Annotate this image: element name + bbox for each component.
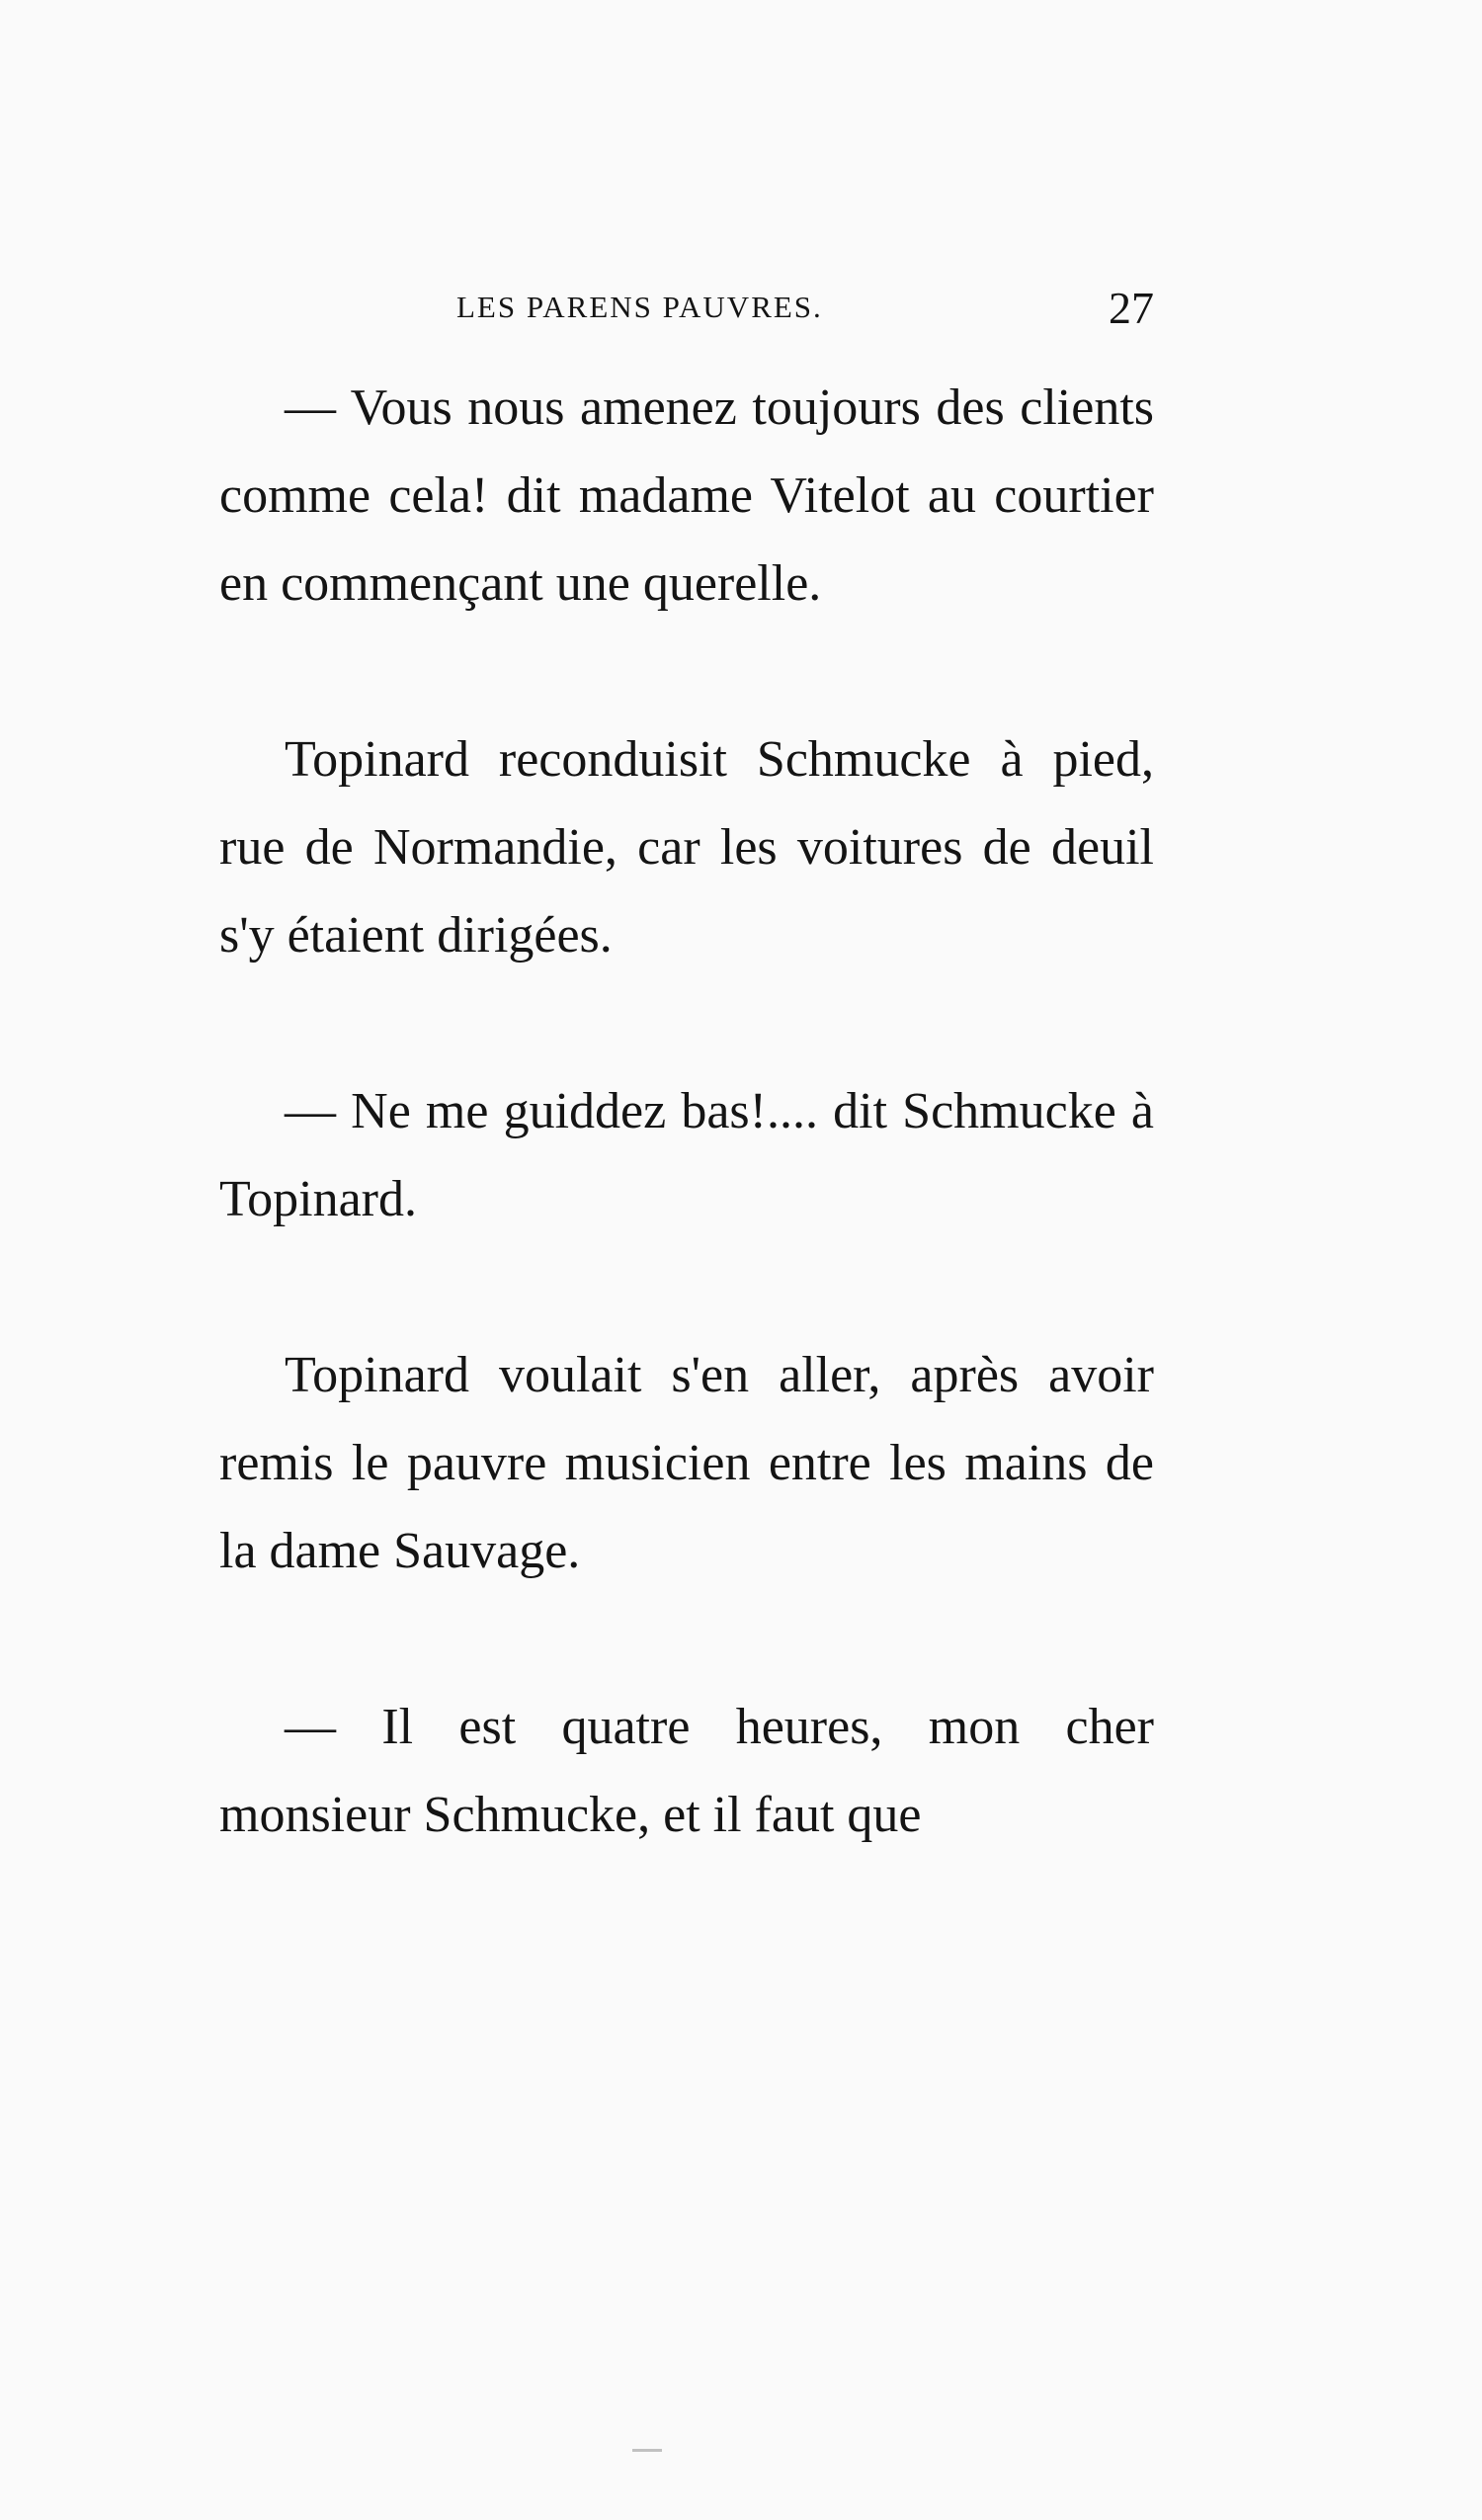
page-number: 27 <box>1109 283 1154 333</box>
paragraph: — Ne me guiddez bas!.... dit Schmucke à Topinard. <box>219 1083 1154 1227</box>
page-header <box>219 282 1154 341</box>
paragraph: Topinard reconduisit Schmucke à pied, rue de Normandie, car les voitures de deuil s'y étaient dirigées. <box>219 731 1154 964</box>
print-mark <box>632 2449 662 2452</box>
body-text <box>219 364 1154 1859</box>
paragraph: — Il est quatre heures, mon cher monsieur Schmucke, et il faut que <box>219 1699 1154 1843</box>
running-title: LES PARENS PAUVRES. <box>456 290 823 324</box>
paragraph: Topinard voulait s'en aller, après avoir remis le pauvre musicien entre les mains de la dame Sauvage. <box>219 1347 1154 1579</box>
paragraph: — Vous nous amenez toujours des clients comme cela! dit madame Vitelot au courtier en commençant une querelle. <box>219 379 1154 612</box>
